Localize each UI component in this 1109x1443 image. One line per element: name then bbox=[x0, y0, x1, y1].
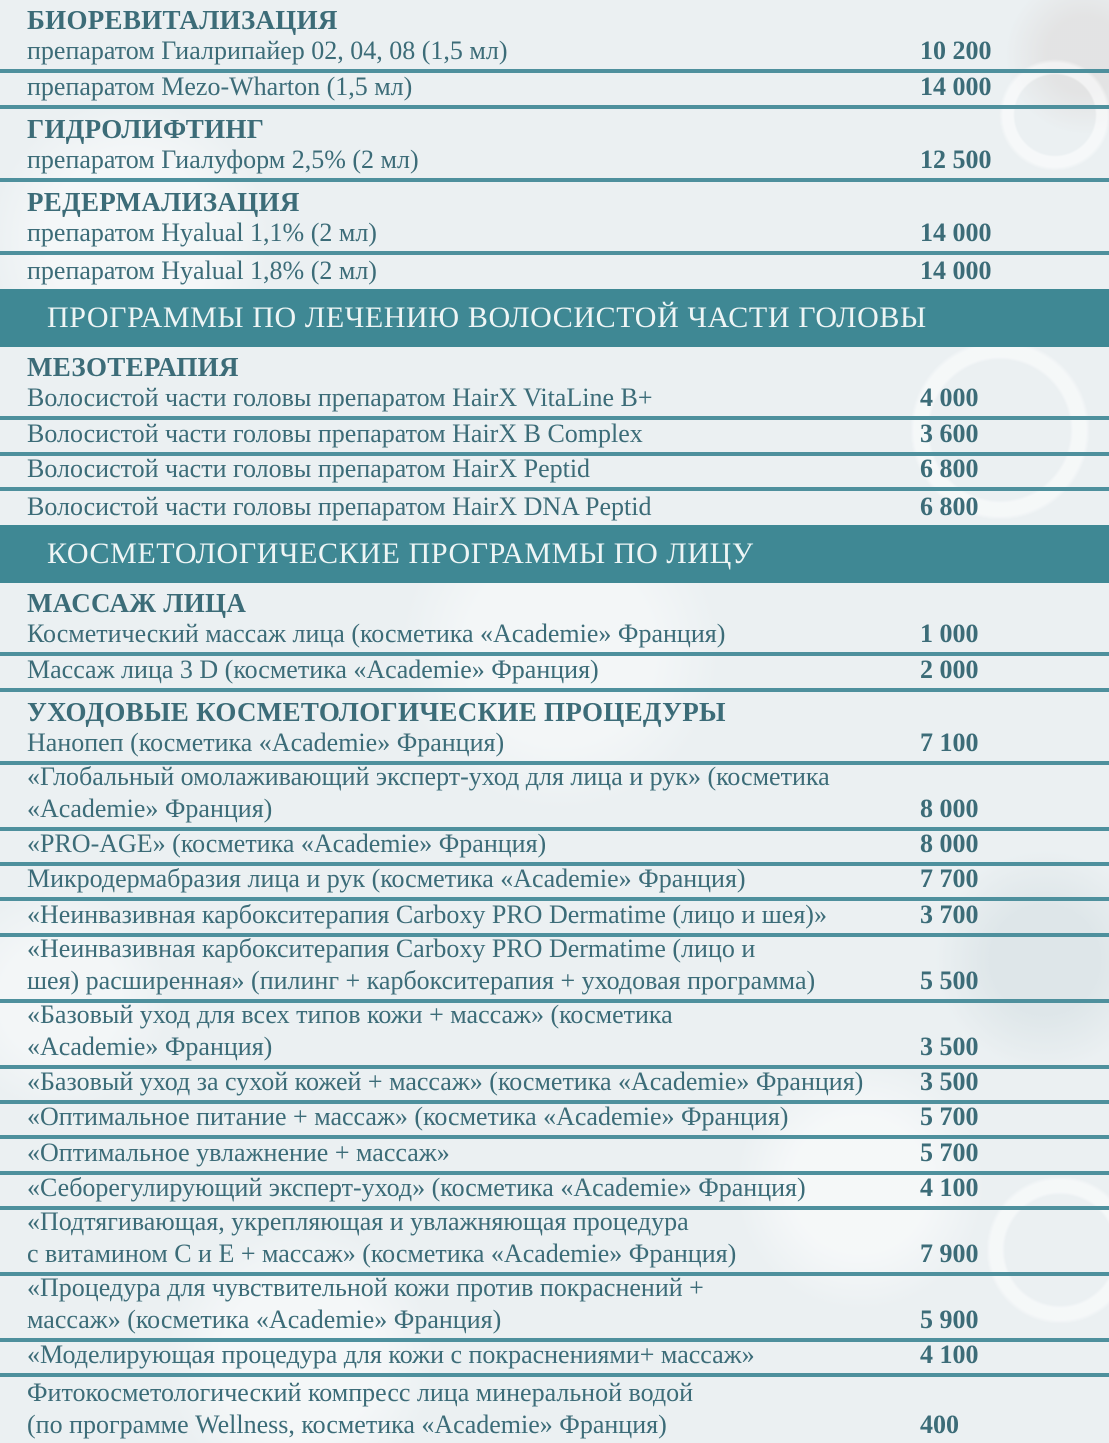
price-row bbox=[0, 727, 1109, 765]
service-price: 3 600 bbox=[920, 418, 979, 448]
category-header-row bbox=[0, 347, 1109, 385]
price-row bbox=[0, 491, 1109, 525]
service-price: 6 800 bbox=[920, 491, 979, 521]
service-name-line: «PRO-AGE» (косметика «Academie» Франция) bbox=[27, 829, 547, 859]
service-name-line: (по программе Wellness, косметика «Academie» Франция) bbox=[27, 1410, 667, 1440]
service-name-line: «Оптимальное питание + массаж» (косметика «Academie» Франция) bbox=[27, 1102, 789, 1132]
service-price: 14 000 bbox=[920, 256, 992, 286]
service-name-line: препаратом Гиалрипайер 02, 04, 08 (1,5 мл) bbox=[27, 36, 508, 66]
service-name-line: Нанопеп (косметика «Academie» Франция) bbox=[27, 727, 505, 757]
price-row bbox=[0, 1066, 1109, 1104]
service-name-line: Косметический массаж лица (косметика «Academie» Франция) bbox=[27, 619, 726, 649]
service-name-line: «Оптимальное увлажнение + массаж» bbox=[27, 1137, 450, 1167]
service-price: 4 100 bbox=[920, 1340, 979, 1370]
service-price: 14 000 bbox=[920, 218, 992, 248]
service-price: 3 700 bbox=[920, 899, 979, 929]
price-row bbox=[0, 831, 1109, 866]
service-name-line: «Базовый уход для всех типов кожи + массаж» (косметика bbox=[27, 999, 673, 1029]
price-row bbox=[0, 1377, 1109, 1443]
price-row bbox=[0, 1272, 1109, 1342]
category-header-row bbox=[0, 692, 1109, 730]
category-header: МАССАЖ ЛИЦА bbox=[27, 587, 247, 618]
category-header-row bbox=[0, 109, 1109, 147]
price-row bbox=[0, 1172, 1109, 1210]
service-name-line: «Academie» Франция) bbox=[27, 1031, 273, 1061]
service-price: 5 700 bbox=[920, 1137, 979, 1167]
category-header-row bbox=[0, 182, 1109, 220]
category-header: МЕЗОТЕРАПИЯ bbox=[27, 352, 239, 383]
service-name-line: препаратом Mezo-Wharton (1,5 мл) bbox=[27, 71, 413, 101]
service-price: 7 100 bbox=[920, 727, 979, 757]
service-price: 2 000 bbox=[920, 654, 979, 684]
price-row bbox=[0, 999, 1109, 1069]
service-name-line: «Моделирующая процедура для кожи с покраснениями+ массаж» bbox=[27, 1340, 755, 1370]
service-price: 5 700 bbox=[920, 1102, 979, 1132]
service-price: 7 900 bbox=[920, 1238, 979, 1268]
service-price: 14 000 bbox=[920, 71, 992, 101]
section-banner-title: ПРОГРАММЫ ПО ЛЕЧЕНИЮ ВОЛОСИСТОЙ ЧАСТИ ГОЛОВЫ bbox=[47, 301, 927, 335]
category-header-row bbox=[0, 583, 1109, 621]
price-row bbox=[0, 385, 1109, 420]
service-price: 7 700 bbox=[920, 864, 979, 894]
service-name-line: «Подтягивающая, укрепляющая и увлажняющая процедура bbox=[27, 1206, 689, 1236]
service-name-line: препаратом Hyalual 1,8% (2 мл) bbox=[27, 256, 377, 286]
category-header: БИОРЕВИТАЛИЗАЦИЯ bbox=[27, 5, 338, 35]
service-name-line: Микродермабразия лица и рук (косметика «Academie» Франция) bbox=[27, 864, 746, 894]
category-header: УХОДОВЫЕ КОСМЕТОЛОГИЧЕСКИЕ ПРОЦЕДУРЫ bbox=[27, 696, 726, 727]
service-name-line: шея) расширенная» (пилинг + карбокситерапия + уходовая программа) bbox=[27, 965, 816, 995]
price-row bbox=[0, 901, 1109, 936]
price-row bbox=[0, 761, 1109, 831]
price-row bbox=[0, 220, 1109, 255]
service-price: 8 000 bbox=[920, 829, 979, 859]
service-name-line: «Процедура для чувствительной кожи против покраснений + bbox=[27, 1272, 704, 1302]
price-row bbox=[0, 621, 1109, 656]
category-header: ГИДРОЛИФТИНГ bbox=[27, 113, 265, 144]
price-row bbox=[0, 144, 1109, 182]
service-name-line: Фитокосметологический компресс лица минеральной водой bbox=[27, 1378, 693, 1408]
service-name-line: «Неинвазивная карбокситерапия Carboxy PRO Dermatime (лицо и bbox=[27, 933, 756, 963]
price-row bbox=[0, 255, 1109, 289]
price-row bbox=[0, 420, 1109, 455]
service-name-line: препаратом Гиалуформ 2,5% (2 мл) bbox=[27, 144, 419, 174]
service-price: 400 bbox=[920, 1410, 959, 1440]
service-name-line: «Неинвазивная карбокситерапия Carboxy PRO Dermatime (лицо и шея)» bbox=[27, 899, 827, 929]
service-price: 3 500 bbox=[920, 1031, 979, 1061]
service-price: 4 000 bbox=[920, 383, 979, 413]
service-price: 1 000 bbox=[920, 619, 979, 649]
service-name-line: Волосистой части головы препаратом HairX B Complex bbox=[27, 418, 643, 448]
service-price: 12 500 bbox=[920, 144, 992, 174]
price-row bbox=[0, 1104, 1109, 1139]
price-row bbox=[0, 933, 1109, 1003]
service-price: 5 900 bbox=[920, 1304, 979, 1334]
price-row bbox=[0, 453, 1109, 491]
service-name-line: «Глобальный омолаживающий эксперт-уход для лица и рук» (косметика bbox=[27, 761, 830, 791]
service-name-line: с витамином С и Е + массаж» (косметика «Academie» Франция) bbox=[27, 1238, 737, 1268]
section-banner bbox=[0, 289, 1109, 347]
service-price: 4 100 bbox=[920, 1172, 979, 1202]
service-name-line: Волосистой части головы препаратом HairX Peptid bbox=[27, 453, 591, 483]
service-name-line: «Базовый уход за сухой кожей + массаж» (косметика «Academie» Франция) bbox=[27, 1066, 864, 1096]
price-row bbox=[0, 38, 1109, 73]
service-name-line: «Academie» Франция) bbox=[27, 793, 273, 823]
price-row bbox=[0, 73, 1109, 108]
price-row bbox=[0, 1342, 1109, 1377]
service-price: 10 200 bbox=[920, 36, 992, 66]
service-price: 6 800 bbox=[920, 453, 979, 483]
service-name-line: препаратом Hyalual 1,1% (2 мл) bbox=[27, 218, 377, 248]
price-row bbox=[0, 866, 1109, 901]
category-header-row bbox=[0, 0, 1109, 38]
service-name-line: Волосистой части головы препаратом HairX DNA Peptid bbox=[27, 491, 652, 521]
service-price: 3 500 bbox=[920, 1066, 979, 1096]
service-name-line: Волосистой части головы препаратом HairX VitaLine B+ bbox=[27, 383, 653, 413]
category-header: РЕДЕРМАЛИЗАЦИЯ bbox=[27, 186, 300, 217]
service-name-line: Массаж лица 3 D (косметика «Academie» Франция) bbox=[27, 654, 599, 684]
service-name-line: «Себорегулирующий эксперт-уход» (косметика «Academie» Франция) bbox=[27, 1172, 806, 1202]
price-row bbox=[0, 656, 1109, 691]
section-banner-title: КОСМЕТОЛОГИЧЕСКИЕ ПРОГРАММЫ ПО ЛИЦУ bbox=[47, 536, 754, 570]
service-name-line: массаж» (косметика «Academie» Франция) bbox=[27, 1304, 502, 1334]
price-row bbox=[0, 1206, 1109, 1276]
section-banner bbox=[0, 525, 1109, 583]
service-price: 8 000 bbox=[920, 793, 979, 823]
price-row bbox=[0, 1139, 1109, 1174]
service-price: 5 500 bbox=[920, 965, 979, 995]
